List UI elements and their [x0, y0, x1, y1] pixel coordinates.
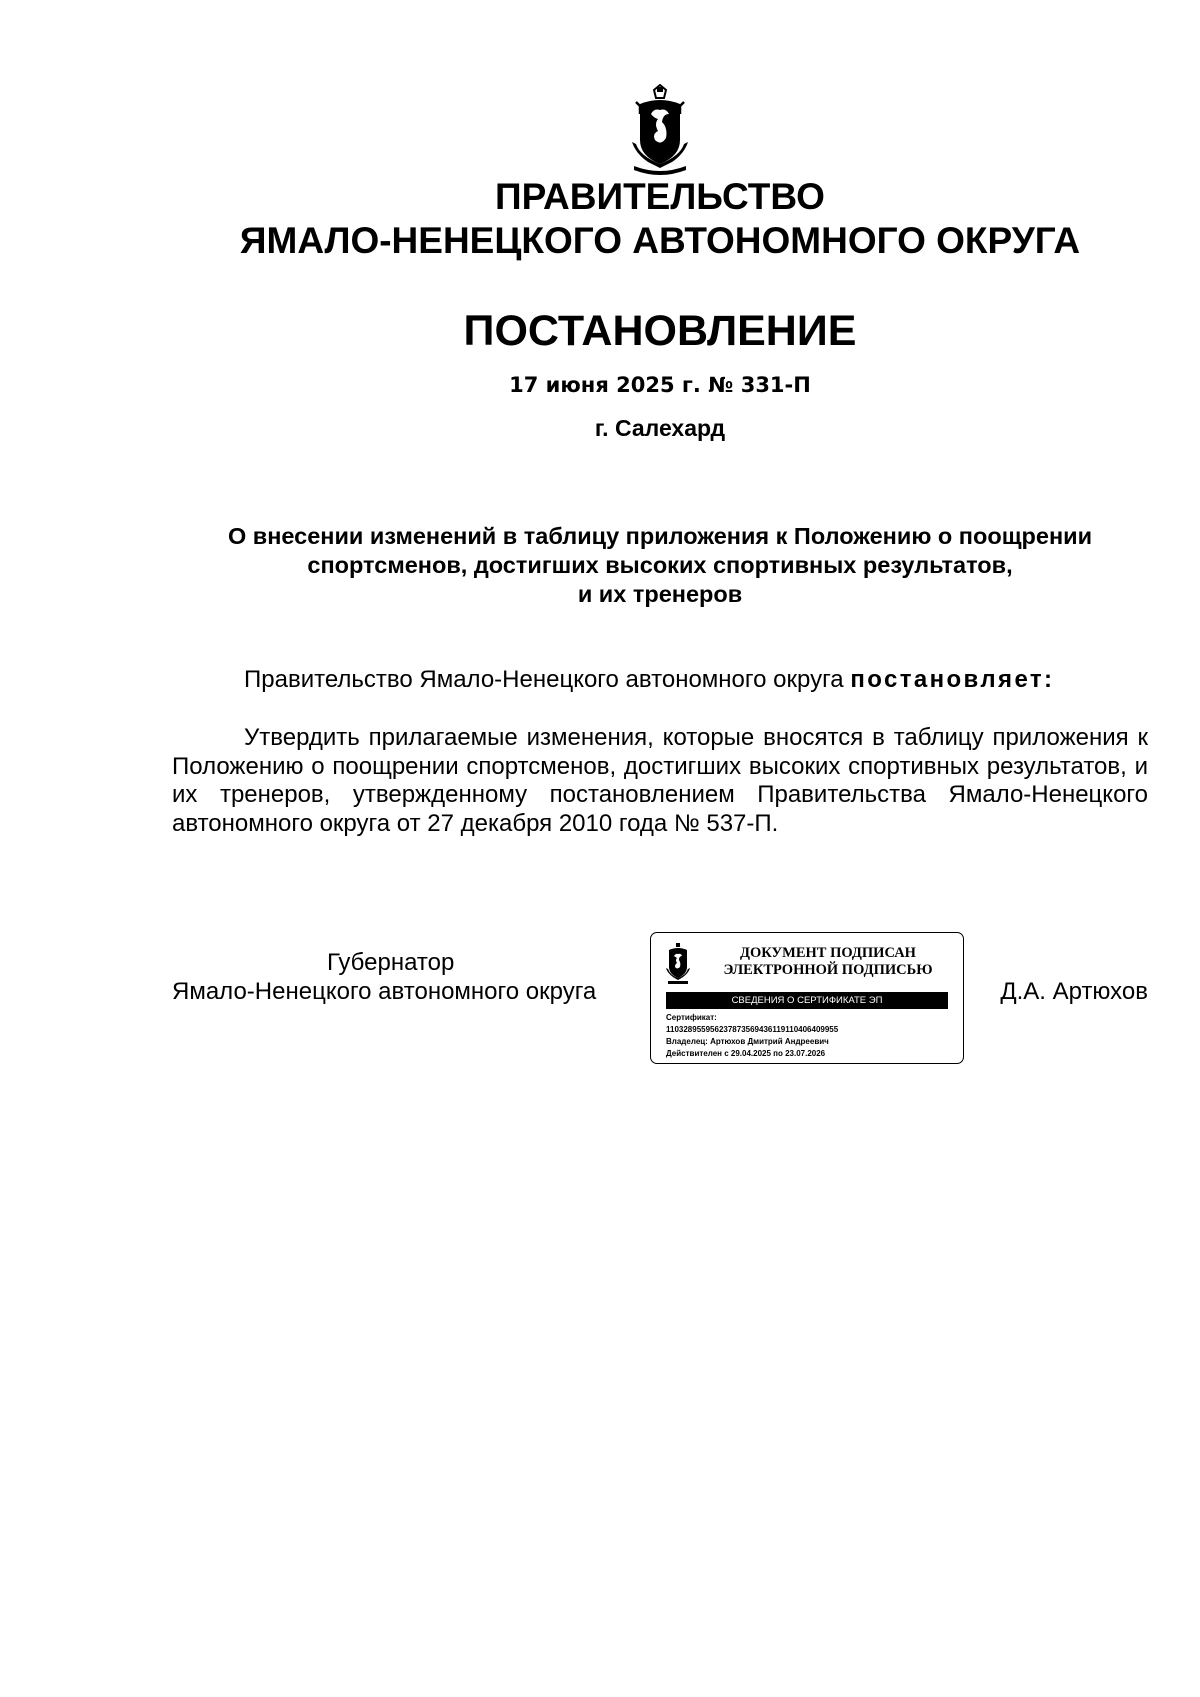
subject-line: спортсменов, достигших высоких спортивных результатов, — [307, 552, 1013, 578]
date-and-number: 17 июня 2025 г. № 331-П — [509, 373, 811, 397]
city: г. Салехард — [594, 415, 726, 441]
signer-name: Д.А. Артюхов — [1000, 978, 1148, 1005]
document-subject — [172, 522, 1148, 609]
stamp-heading-line2: ЭЛЕКТРОННОЙ ПОДПИСЬЮ — [723, 962, 933, 978]
certificate-label: Сертификат: — [666, 1013, 717, 1022]
electronic-signature-stamp — [650, 932, 964, 1064]
coat-of-arms-icon — [630, 84, 690, 176]
signer-title-line1: Губернатор — [327, 949, 455, 976]
certificate-number: 110328955956237873569436119110406409955 — [666, 1025, 839, 1034]
coat-of-arms-icon — [665, 943, 691, 985]
signer-title-line2: Ямало-Ненецкого автономного округа — [172, 978, 597, 1005]
certificate-validity: Действителен с 29.04.2025 по 23.07.2026 — [666, 1049, 826, 1058]
government-name-line1: ПРАВИТЕЛЬСТВО — [495, 176, 825, 217]
document-type: ПОСТАНОВЛЕНИЕ — [463, 307, 857, 355]
decree-verb: постановляет: — [850, 666, 1055, 693]
decree-clause — [172, 666, 1148, 694]
certificate-details — [666, 1012, 950, 1060]
stamp-heading-line1: ДОКУМЕНТ ПОДПИСАН — [740, 945, 916, 961]
government-name-line2: ЯМАЛО-НЕНЕЦКОГО АВТОНОМНОГО ОКРУГА — [239, 220, 1081, 261]
subject-line: О внесении изменений в таблицу приложения к Положению о поощрении — [227, 523, 1093, 549]
certificate-owner: Владелец: Артюхов Дмитрий Андреевич — [666, 1037, 829, 1046]
certificate-info-bar: СВЕДЕНИЯ О СЕРТИФИКАТЕ ЭП — [666, 992, 948, 1009]
decree-prefix: Правительство Ямало-Ненецкого автономного округа — [244, 666, 851, 693]
body-paragraph: Утвердить прилагаемые изменения, которые вносятся в таблицу приложения к Положению о поощрении спортсменов, достигших высоких спортивных результатов, и их тренеров, утвержденному постановлением Правительства Ямало-Ненецкого автономного округа от 27 декабря 2010 года № 537-П. — [172, 724, 1148, 837]
stamp-heading — [701, 945, 955, 979]
signer-title — [172, 948, 642, 1006]
subject-line: и их тренеров — [577, 581, 743, 607]
